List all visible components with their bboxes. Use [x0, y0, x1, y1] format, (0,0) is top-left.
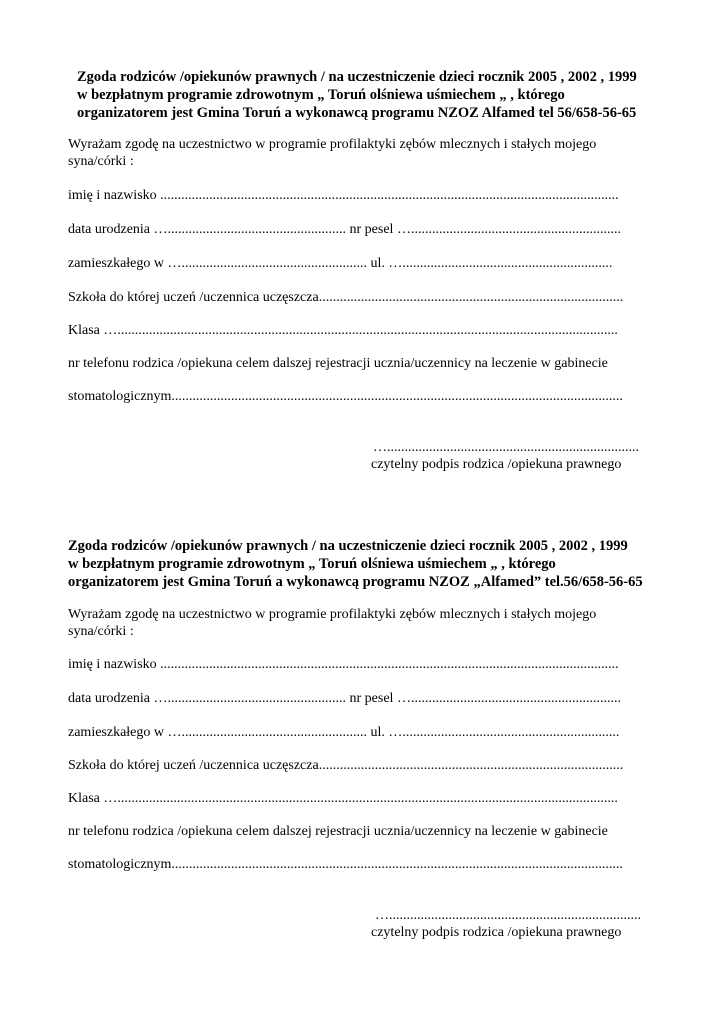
phone-field-label: nr telefonu rodzica /opiekuna celem dalszej rejestracji ucznia/uczennicy na leczenie w gabinecie	[68, 824, 608, 839]
consent-statement-line-2: syna/córki :	[68, 624, 134, 639]
consent-statement-line-1: Wyrażam zgodę na uczestnictwo w programie profilaktyki zębów mlecznych i stałych mojego	[68, 137, 597, 152]
phone-field[interactable]: stomatologicznym.................................................................................................................................	[68, 857, 623, 872]
consent-statement-line-2: syna/córki :	[68, 154, 134, 169]
title-line: w bezpłatnym programie zdrowotnym „ Toruń olśniewa uśmiechem „ , którego	[68, 556, 556, 572]
title-line: w bezpłatnym programie zdrowotnym „ Toruń olśniewa uśmiechem „ , którego	[77, 87, 565, 103]
class-field[interactable]: Klasa …...............................................................................................................................................	[68, 323, 618, 338]
title-line: organizatorem jest Gmina Toruń a wykonawcą programu NZOZ Alfamed tel 56/658-56-65	[77, 105, 637, 121]
school-field[interactable]: Szkoła do której uczeń /uczennica uczęszcza.......................................................................................	[68, 290, 624, 305]
address-field[interactable]: zamieszkałego w …..................................................... ul. …..............................................................	[68, 725, 620, 740]
address-field[interactable]: zamieszkałego w …..................................................... ul. …............................................................	[68, 256, 613, 271]
signature-field[interactable]: …........................................................................	[373, 440, 639, 455]
birth-pesel-field[interactable]: data urodzenia …................................................... nr pesel …............................................................	[68, 691, 621, 706]
name-field[interactable]: imię i nazwisko ...................................................................................................................................	[68, 188, 619, 203]
form-title	[77, 68, 637, 122]
school-field[interactable]: Szkoła do której uczeń /uczennica uczęszcza.......................................................................................	[68, 758, 624, 773]
title-line: Zgoda rodziców /opiekunów prawnych / na uczestniczenie dzieci rocznik 2005 , 2002 , 1999	[68, 538, 628, 554]
phone-field[interactable]: stomatologicznym.................................................................................................................................	[68, 389, 623, 404]
birth-pesel-field[interactable]: data urodzenia …................................................... nr pesel …............................................................	[68, 222, 621, 237]
title-line: Zgoda rodziców /opiekunów prawnych / na uczestniczenie dzieci rocznik 2005 , 2002 , 1999	[77, 69, 637, 85]
signature-label: czytelny podpis rodzica /opiekuna prawnego	[371, 457, 622, 472]
phone-field-label: nr telefonu rodzica /opiekuna celem dalszej rejestracji ucznia/uczennicy na leczenie w gabinecie	[68, 356, 608, 371]
consent-statement-line-1: Wyrażam zgodę na uczestnictwo w programie profilaktyki zębów mlecznych i stałych mojego	[68, 607, 597, 622]
signature-field[interactable]: …........................................................................	[375, 908, 641, 923]
signature-label: czytelny podpis rodzica /opiekuna prawnego	[371, 925, 622, 940]
class-field[interactable]: Klasa …...............................................................................................................................................	[68, 791, 618, 806]
title-line: organizatorem jest Gmina Toruń a wykonawcą programu NZOZ „Alfamed” tel.56/658-56-65	[68, 574, 643, 590]
form-title	[68, 537, 643, 591]
name-field[interactable]: imię i nazwisko ...................................................................................................................................	[68, 657, 619, 672]
